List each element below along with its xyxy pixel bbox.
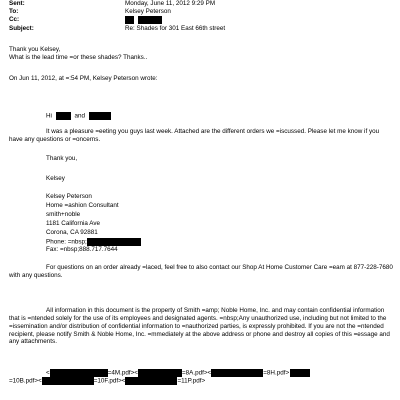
signature-address2: Corona, CA 92881 [46, 229, 98, 236]
subject-value: Re: Shades for 301 East 66th street [125, 25, 226, 32]
redaction-block [211, 369, 263, 377]
redaction-block [42, 377, 94, 385]
signature-name: Kelsey Peterson [46, 193, 92, 200]
redaction-block [138, 16, 162, 24]
sent-label: Sent: [9, 0, 25, 7]
redaction-block [87, 238, 141, 246]
phone-label: Phone: =nbsp; [46, 238, 87, 246]
attachment-link[interactable]: =10F.pdf> [93, 377, 122, 385]
customer-care-text: For questions on an order already =laced, feel free to also contact our Shop At Home Customer Care =eam at 877-228-7680 with any questions. [9, 264, 393, 279]
quoted-thanks: Thank you, [46, 155, 78, 162]
attachment-link[interactable]: =8A.pdf> [181, 369, 208, 377]
quote-intro: On Jun 11, 2012, at =:54 PM, Kelsey Peterson wrote: [9, 75, 158, 82]
sent-value: Monday, June 11, 2012 9:29 PM [125, 0, 216, 7]
quoted-greeting [46, 112, 111, 121]
attachment-link[interactable]: =10B.pdf> [9, 377, 39, 385]
quoted-body: It was a pleasure =eeting you guys last week. Attached are the different orders we =iscussed. Please let me know if you have any questions or =oncerns. [9, 128, 380, 143]
cc-label: Cc: [9, 16, 20, 23]
attachment-bracket: < [134, 369, 138, 377]
quoted-sign: Kelsey [46, 175, 65, 182]
attachment-row-2 [9, 377, 205, 386]
reply-line-2: What is the lead time =or these shades? Thanks.. [9, 54, 148, 61]
attachment-bracket: < [46, 369, 50, 377]
redaction-block [125, 16, 134, 24]
signature-fax: Fax: =nbsp;888.717.7644 [46, 246, 118, 253]
attachment-bracket: < [38, 377, 42, 385]
signature-company: smith+noble [46, 211, 81, 218]
attachment-link[interactable]: =8H.pdf> [263, 369, 290, 377]
to-label: To: [9, 8, 19, 15]
redaction-block [125, 377, 177, 385]
disclaimer-text: All information in this document is the property of Smith =amp; Noble Home, Inc. and may contain confidential information that is =ntended solely for the use of its employees and designated agents. =nbsp;Any unauthorized use, including but not limited to the =issemination and/or distribution of confidential information to =nauthorized parties, is expressly prohibited. If you are not the =ntended recipient, please notify Smith & Noble Home, Inc. =mmediately at the above address or phone and destroy all copies of this =essage and any attachments. [9, 307, 390, 346]
greeting-and: and [74, 112, 85, 120]
to-value: Kelsey Peterson [125, 8, 171, 15]
greeting-hi: Hi [46, 112, 52, 120]
attachment-link[interactable]: =11P.pdf> [177, 377, 206, 385]
subject-label: Subject: [9, 25, 34, 32]
cc-value [125, 16, 162, 25]
redaction-block [50, 369, 108, 377]
attachment-bracket: < [121, 377, 126, 385]
attachment-link[interactable]: =4M.pdf> [107, 369, 135, 377]
signature-title: Home =ashion Consultant [46, 202, 119, 209]
redaction-block [56, 112, 71, 120]
reply-line-1: Thank you Kelsey, [9, 46, 61, 53]
redaction-block [290, 369, 310, 377]
redaction-block [138, 369, 182, 377]
signature-address1: 1181 California Ave [46, 220, 101, 227]
redaction-block [89, 112, 111, 120]
attachment-bracket: < [207, 369, 212, 377]
